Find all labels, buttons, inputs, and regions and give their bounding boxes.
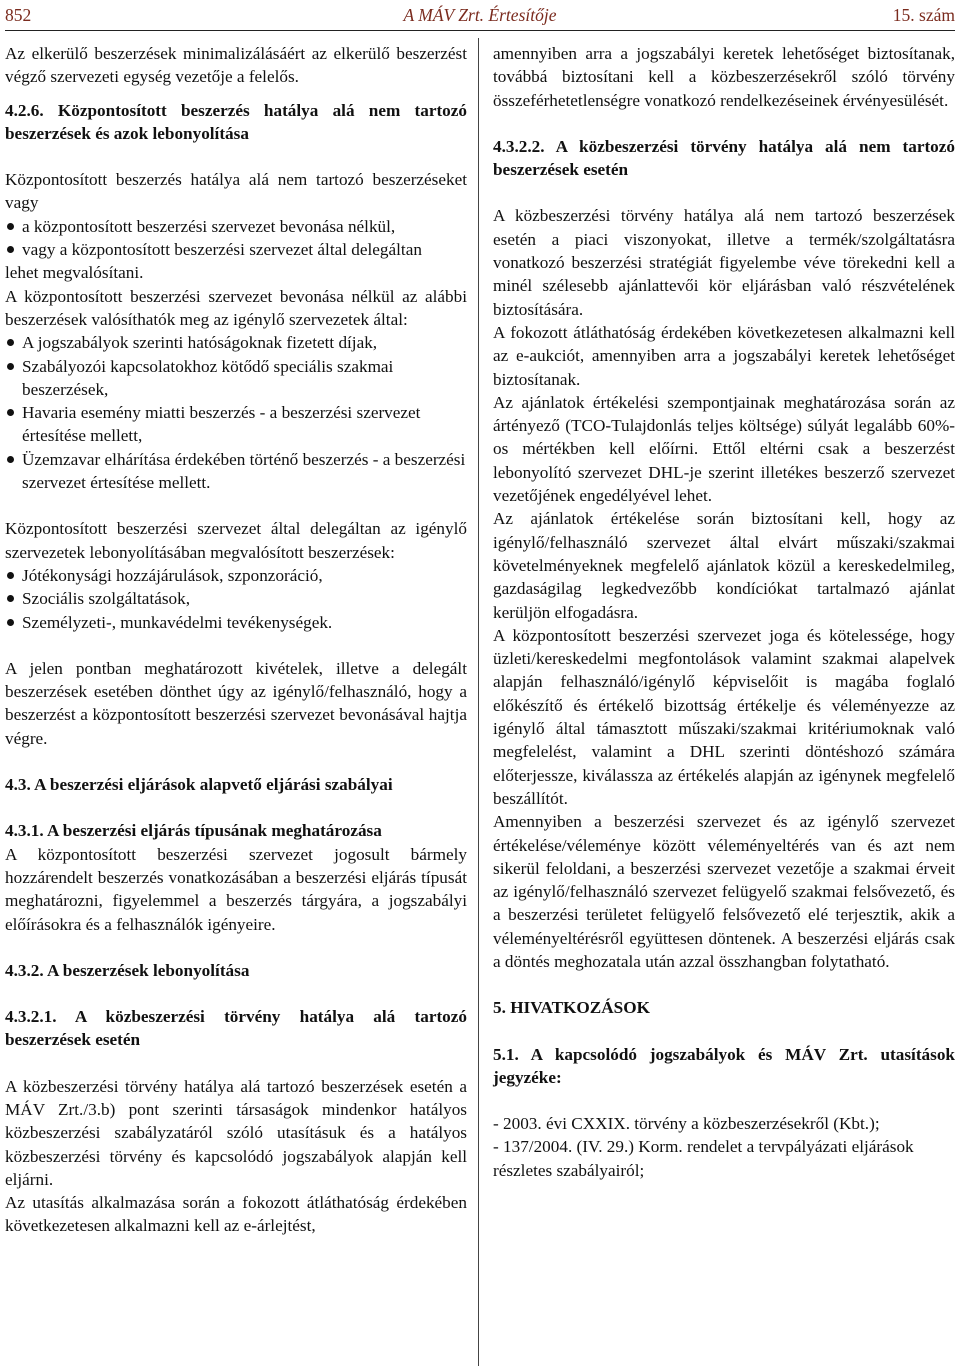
section-heading-4-3-2: 4.3.2. A beszerzések lebonyolítása: [5, 960, 250, 980]
list-item: Jótékonysági hozzájárulások, szponzoráció,: [5, 564, 467, 587]
section-heading-4-3-2-1: 4.3.2.1. A közbeszerzési törvény hatálya alá tartozó beszerzések esetén: [5, 1007, 467, 1050]
paragraph: Az ajánlatok értékelése során biztosítani kell, hogy az igénylő/felhasználó szervezet által elvárt műszaki/szakmai követelményeknek megfelelő ajánlatok közül a kereskedelmileg, gazdaságilag legkedvezőbb kondíciókat tartalmazó ajánlat kerüljön elfogadásra.: [493, 509, 955, 622]
column-divider: [478, 38, 479, 1366]
section-heading-4-3-2-2: 4.3.2.2. A közbeszerzési törvény hatálya alá nem tartozó beszerzések esetén: [493, 136, 955, 180]
paragraph: Központosított beszerzés hatálya alá nem tartozó beszerzéseket vagy: [5, 170, 467, 213]
paragraph: Az ajánlatok értékelési szempontjainak meghatározása során az ártényező (TCO-Tulajdonlás teljes költsége) súlyát legalább 60%-os mértékben kell előírni. Ettől eltérni csak a beszerzést lebonyolító szervezet DHL-je szerint illetékes beszerző szervezet vezetőjének engedélyével lehet.: [493, 392, 955, 506]
list-item: Szociális szolgáltatások,: [5, 587, 467, 610]
issue-number: 15. szám: [892, 5, 955, 25]
reference-list: [493, 1112, 955, 1182]
paragraph: A központosított beszerzési szervezet bevonása nélkül az alábbi beszerzések valósíthatók meg az igénylő szervezetek által:: [5, 286, 467, 329]
paragraph: A jelen pontban meghatározott kivételek, illetve a delegált beszerzések esetében dönthet úgy az igénylő/felhasználó, hogy a beszerzést a központosított beszerzési szervezet bevonásával hajtja végre.: [5, 658, 467, 748]
bullet-list: [5, 331, 467, 494]
paragraph: lehet megvalósítani.: [5, 263, 144, 283]
list-item: Szabályozói kapcsolatokhoz kötődő speciális szakmai beszerzések,: [5, 355, 467, 402]
left-column: [5, 42, 467, 1238]
paragraph: A közbeszerzési törvény hatálya alá nem tartozó beszerzések esetén a piaci viszonyokat, illetve a termék/szolgáltatásra vonatkozó beszerzési stratégiát figyelembe véve törekedni kell a minél szélesebb ajánlattevői kör eljárásban való részvételének biztosítására.: [493, 206, 955, 319]
section-heading-4-3-1: 4.3.1. A beszerzési eljárás típusának meghatározása: [5, 821, 382, 841]
paragraph: Az elkerülő beszerzések minimalizálásáért az elkerülő beszerzést végző szervezeti egység vezetője a felelős.: [5, 44, 467, 87]
paragraph: Központosított beszerzési szervezet által delegáltan az igénylő szervezetek lebonyolításában megvalósított beszerzések:: [5, 519, 467, 562]
list-item: Havaria esemény miatti beszerzés - a beszerzési szervezet értesítése mellett,: [5, 401, 467, 448]
paragraph: A központosított beszerzési szervezet joga és kötelessége, hogy üzleti/kereskedelmi megfontolások valamint szakmai alapelvek alapján felhasználó/igénylő képviselőit is magába foglaló előkészítő és értékelő bizottság értékelje és véleményezze az igénylő által támasztott műszaki/szakmai kritériumoknak való megfelelést, valamint a DHL szerinti döntéshozó számára előterjessze, kiválassza az értékelés alapján az igénynek megfelelő beszállítót.: [493, 625, 955, 808]
right-column: [493, 42, 955, 1182]
publication-title: A MÁV Zrt. Értesítője: [403, 5, 557, 25]
paragraph: A közbeszerzési törvény hatálya alá tartozó beszerzések esetén a MÁV Zrt./3.b) pont szerinti társaságok mindenkor hatályos közbeszerzési szabályzatáról szóló utasításuk és a hatályos közbeszerzési törvény és kapcsolódó jogszabályok alapján kell eljárni.: [5, 1076, 467, 1189]
page-header: [5, 4, 955, 31]
bullet-list: [5, 564, 467, 634]
paragraph: amennyiben arra a jogszabályi keretek lehetőséget biztosítanak, továbbá biztosítani kell a közbeszerzésekről szóló törvény összeférhetetlenségre vonatkozó rendelkezéseinek érvényesülését.: [493, 44, 955, 110]
section-heading-5: 5. HIVATKOZÁSOK: [493, 998, 650, 1018]
list-item: Üzemzavar elhárítása érdekében történő beszerzés - a beszerzési szervezet értesítése mellett.: [5, 448, 467, 495]
list-item: - 2003. évi CXXIX. törvény a közbeszerzésekről (Kbt.);: [493, 1114, 880, 1134]
list-item: - 137/2004. (IV. 29.) Korm. rendelet a tervpályázati eljárások részletes szabályairól;: [493, 1137, 914, 1180]
paragraph: Amennyiben a beszerzési szervezet és az igénylő szervezet értékelése/véleménye között véleményeltérés van és azt nem sikerül feloldani, a beszerzési szervezet vezetője a szakmai érveit az igénylő/felhasználó szervezet felügyelő szakmai felsővezető, és a beszerzési területet felügyelő felsővezető elé terjesztik, akik a véleményeltérésről együttesen döntenek. A beszerzési eljárás csak a döntés meghozatala után azzal összhangban folytatható.: [493, 812, 955, 971]
section-heading-4-3: 4.3. A beszerzési eljárások alapvető eljárási szabályai: [5, 775, 393, 795]
paragraph: A fokozott átláthatóság érdekében következetesen alkalmazni kell az e-aukciót, amennyiben arra a jogszabályi keretek lehetőséget biztosítanak.: [493, 322, 955, 389]
section-heading-4-2-6: 4.2.6. Központosított beszerzés hatálya alá nem tartozó beszerzések és azok lebonyolítása: [5, 100, 467, 143]
list-item: Személyzeti-, munkavédelmi tevékenységek.: [5, 611, 467, 634]
list-item: vagy a központosított beszerzési szervezet által delegáltan: [5, 238, 467, 261]
list-item: A jogszabályok szerinti hatóságoknak fizetett díjak,: [5, 331, 467, 354]
list-item: a központosított beszerzési szervezet bevonása nélkül,: [5, 215, 467, 238]
paragraph: A központosított beszerzési szervezet jogosult bármely hozzárendelt beszerzés vonatkozásában a beszerzési eljárás típusát meghatározni, figyelemmel a beszerzés tárgyára, a jogszabályi előírásokra és a felhasználók igényeire.: [5, 844, 467, 934]
page-number: 852: [5, 5, 32, 25]
bullet-list: [5, 215, 467, 262]
section-heading-5-1: 5.1. A kapcsolódó jogszabályok és MÁV Zrt. utasítások jegyzéke:: [493, 1044, 955, 1087]
paragraph: Az utasítás alkalmazása során a fokozott átláthatóság érdekében következetesen alkalmazni kell az e-árlejtést,: [5, 1193, 467, 1236]
